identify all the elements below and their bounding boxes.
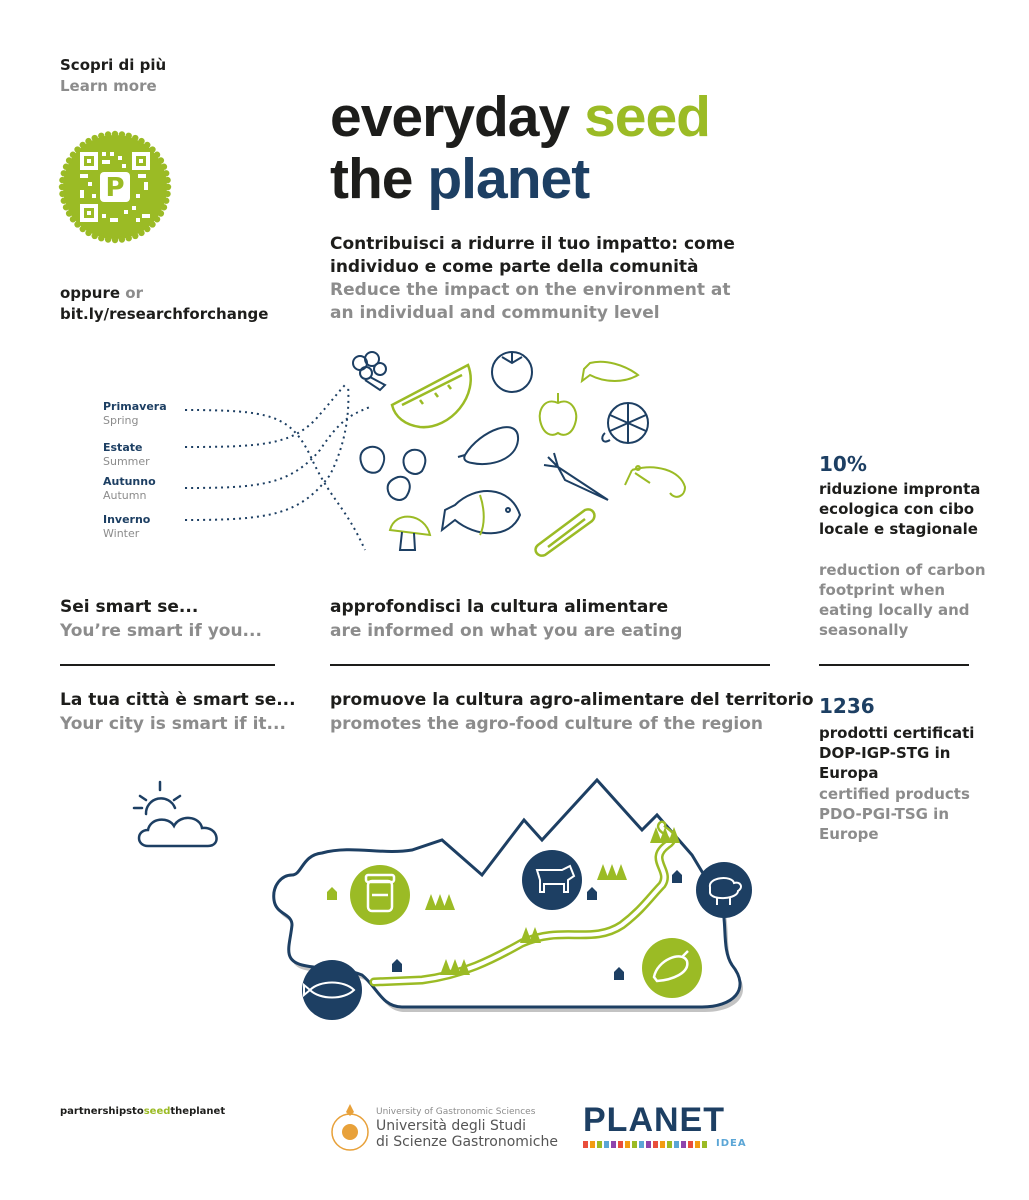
planet-people-strip-icon: [583, 1139, 713, 1149]
divider: [819, 664, 969, 666]
jar-icon: [350, 865, 410, 925]
season-label-it: Inverno: [103, 513, 151, 526]
stat-value: 10%: [819, 452, 867, 476]
learn-more-en[interactable]: Learn more: [60, 77, 157, 95]
title-seed: seed: [584, 85, 710, 149]
or-en: or: [125, 284, 143, 302]
svg-text:P: P: [105, 173, 125, 203]
zucchini-icon: [536, 509, 595, 555]
eggplant-icon: [458, 427, 518, 464]
subtitle-it: Contribuisci a ridurre il tuo impatto: come individuo e come parte della comunità: [330, 234, 735, 277]
fish-icon: [442, 491, 520, 535]
seasonal-produce-illustration: [180, 345, 700, 565]
link-block: [60, 283, 268, 325]
season-label-en: Winter: [103, 527, 140, 540]
tagline-seed: seed: [143, 1106, 171, 1117]
stat-value: 1236: [819, 694, 875, 718]
apple-icon: [540, 393, 577, 435]
or-it: oppure: [60, 284, 121, 302]
tomato-icon: [492, 352, 532, 392]
university-english-name: University of Gastronomic Sciences: [376, 1107, 536, 1117]
tagline-part: theplanet: [170, 1106, 226, 1117]
partnership-tagline: [60, 1106, 225, 1117]
smart-heading-it: Sei smart se...: [60, 597, 199, 617]
smart-heading-en: You’re smart if you...: [60, 621, 262, 641]
qr-code-icon[interactable]: [58, 130, 172, 244]
cow-icon: [522, 850, 582, 910]
city-heading-en: Your city is smart if it...: [60, 714, 286, 734]
smart-action-it: approfondisci la cultura alimentare: [330, 597, 669, 617]
season-label-it: Estate: [103, 441, 143, 454]
university-name-line: di Scienze Gastronomiche: [376, 1134, 558, 1150]
fish-icon: [582, 362, 638, 381]
season-label-en: Autumn: [103, 489, 147, 502]
page-title: [330, 86, 710, 210]
stat-description-it: riduzione impronta ecologica con cibo locale e stagionale: [819, 480, 981, 538]
season-spring: [103, 400, 167, 428]
season-label-en: Spring: [103, 414, 139, 427]
title-planet: planet: [427, 147, 590, 211]
mushroom-icon: [390, 517, 430, 550]
shrimp-icon: [625, 466, 685, 497]
subtitle-en: Reduce the impact on the environment at an individual and community level: [330, 280, 731, 323]
university-name-line: Università degli Studi: [376, 1118, 527, 1134]
season-label-it: Primavera: [103, 400, 167, 413]
planet-idea-logo: PLANET: [583, 1101, 725, 1139]
smart-action-en: are informed on what you are eating: [330, 621, 683, 641]
city-action-it: promuove la cultura agro-alimentare del territorio: [330, 690, 814, 710]
eggplant-icon: [642, 938, 702, 998]
stat-description-en: certified products PDO-PGI-TSG in Europe: [819, 785, 970, 843]
season-label-it: Autunno: [103, 475, 156, 488]
divider: [330, 664, 770, 666]
tagline-part: partnershipsto: [60, 1106, 144, 1117]
stat-description-it: prodotti certificati DOP-IGP-STG in Europa: [819, 724, 975, 782]
university-name: [376, 1118, 558, 1150]
season-winter: [103, 513, 150, 541]
sheep-icon: [696, 862, 752, 918]
sun-cloud-icon: [130, 778, 225, 850]
season-autumn: [103, 475, 156, 503]
carrot-icon: [544, 453, 608, 500]
planet-idea-label: IDEA: [716, 1138, 747, 1149]
season-summer: [103, 441, 150, 469]
university-seal-icon: [330, 1102, 370, 1152]
title-everyday: everyday: [330, 85, 570, 149]
city-action-en: promotes the agro-food culture of the region: [330, 714, 764, 734]
broccoli-icon: [353, 352, 386, 390]
territory-map-illustration: [262, 775, 762, 1025]
city-heading-it: La tua città è smart se...: [60, 690, 296, 710]
learn-more-it: Scopri di più: [60, 56, 167, 74]
fish-icon: [302, 960, 362, 1020]
season-connectors: [185, 385, 370, 550]
artichoke-icon: [602, 403, 648, 443]
stat-description-en: reduction of carbon footprint when eating locally and seasonally: [819, 561, 986, 639]
title-the: the: [330, 147, 413, 211]
season-label-en: Summer: [103, 455, 150, 468]
strawberry-icon: [360, 447, 425, 500]
divider: [60, 664, 275, 666]
research-link[interactable]: bit.ly/researchforchange: [60, 305, 269, 323]
watermelon-icon: [392, 365, 471, 427]
